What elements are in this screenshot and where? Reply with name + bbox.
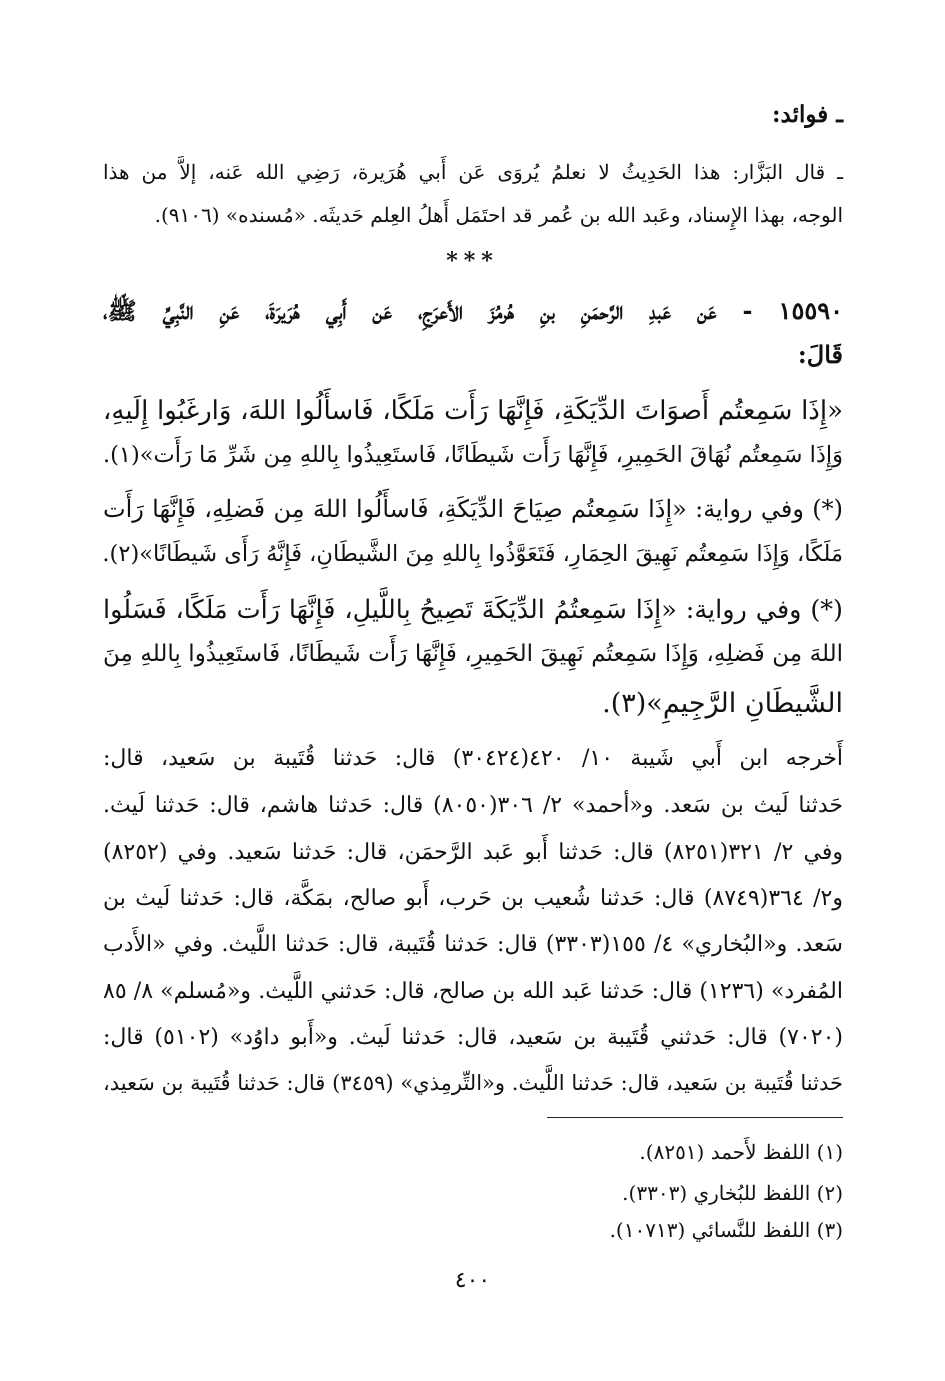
section-separator: *** [446,248,499,274]
riwaya-line: اللهَ مِن فَضلِهِ، وَإِذَا سَمِعتُم نَهِيقَ الحَمِيرِ، فَإِنَّهَا رَأَت شَيطَانًا، فَاستَعِيذُوا بِاللهِ مِنَ [103,641,843,667]
takhrij-line: حَدثنا لَيث بن سَعد. و«أحمد» ٢/ ٣٠٦(٨٠٥٠) قال: حَدثنا هاشم، قال: حَدثنا لَيث. [103,793,844,818]
hadith-line: قَالَ: [797,340,843,369]
fawaid-line: الوجه، بهذا الإِسناد، وعَبد الله بن عُمر قد احتَمَل أَهلُ العِلم حَديثَه. «مُسنده» (٩١٠٦). [154,203,843,227]
riwaya-line: (*) وفي رواية: «إِذَا سَمِعتُم صِيَاحَ الدِّيَكَةِ، فَاسأَلُوا اللهَ مِن فَضلِهِ، فَإِنَّهَا رَأَت [103,495,843,523]
riwaya-line: (*) وفي رواية: «إِذَا سَمِعتُمُ الدِّيَكَةَ تَصِيحُ بِاللَّيلِ، فَإِنَّهَا رَأَت مَلَكًا، فَسَلُوا [103,595,843,625]
takhrij-line: و٢/ ٣٦٤(٨٧٤٩) قال: حَدثنا شُعيب بن حَرب، أَبو صالح، بمَكَّة، قال: حَدثنا لَيث بن [103,886,843,911]
page-number: ٤٠٠ [454,1268,491,1293]
takhrij-line: (٧٠٢٠) قال: حَدثني قُتَيبة بن سَعيد، قال: حَدثنا لَيث. و«أَبو داوُد» (٥١٠٢) قال: [103,1025,843,1050]
takhrij-line: وفي ٢/ ٣٢١(٨٢٥١) قال: حَدثنا أَبو عَبد الرَّحمَن، قال: حَدثنا سَعيد. وفي (٨٢٥٢) [103,840,843,865]
takhrij-line: سَعد. و«البُخاري» ٤/ ١٥٥(٣٣٠٣) قال: حَدثنا قُتَيبة، قال: حَدثنا اللَّيث. وفي «الأَدب [103,932,843,957]
fawaid-line: ـ قال البَزَّار: هذا الحَدِيثُ لا نعلمُ يُروَى عَن أَبي هُرَيرة، رَضِي الله عَنه، إلاَّ من هذا [103,160,843,184]
footnote: (١) اللفظ لأَحمد (٨٢٥١). [639,1140,843,1164]
riwaya-line: مَلَكًا، وَإِذَا سَمِعتُم نَهِيقَ الحِمَارِ، فَتَعَوَّذُوا بِاللهِ مِنَ الشَّيطَانِ، فَإِنَّهُ رَأَى شَيطَانًا»(٢). [102,541,843,567]
footnote: (٢) اللفظ للبُخاري (٣٣٠٣). [622,1181,843,1205]
fawaid-heading: ـ فوائد: [772,101,843,128]
hadith-text-line: «إِذَا سَمِعتُم أَصوَاتَ الدِّيَكَةِ، فَإِنَّهَا رَأَت مَلَكًا، فَاسأَلُوا اللهَ، وَارغَبُوا إِلَيهِ، [103,396,843,426]
footnote-divider [547,1117,843,1118]
hadith-text-line: وَإِذَا سَمِعتُم نُهَاقَ الحَمِيرِ، فَإِنَّهَا رَأَت شَيطَانًا، فَاستَعِيذُوا بِاللهِ مِن شَرِّ مَا رَأَت»(١). [102,442,843,468]
riwaya-line: الشَّيطَانِ الرَّجِيمِ»(٣). [602,688,843,719]
takhrij-line: المُفرد» (١٢٣٦) قال: حَدثنا عَبد الله بن صالح، قال: حَدثني اللَّيث. و«مُسلم» ٨/ ٨٥ [103,979,844,1004]
footnote: (٣) اللفظ للنَّسائي (١٠٧١٣). [609,1218,843,1242]
hadith-line: ١٥٥٩٠ - عَن عَبدِ الرَّحمَنِ بنِ هُرمُزَ الأَعرَجِ، عَن أَبِي هُرَيرَةَ، عَنِ النَّبِيِّ ﷺ، [103,296,843,325]
takhrij-line: حَدثنا قُتَيبة بن سَعيد، قال: حَدثنا اللَّيث. و«التِّرمِذي» (٣٤٥٩) قال: حَدثنا قُتَيبة بن سَعيد، [103,1071,843,1095]
takhrij-line: أَخرجه ابن أَبي شَيبة ١٠/ ٤٢٠(٣٠٤٢٤) قال: حَدثنا قُتَيبة بن سَعيد، قال: [103,746,844,771]
